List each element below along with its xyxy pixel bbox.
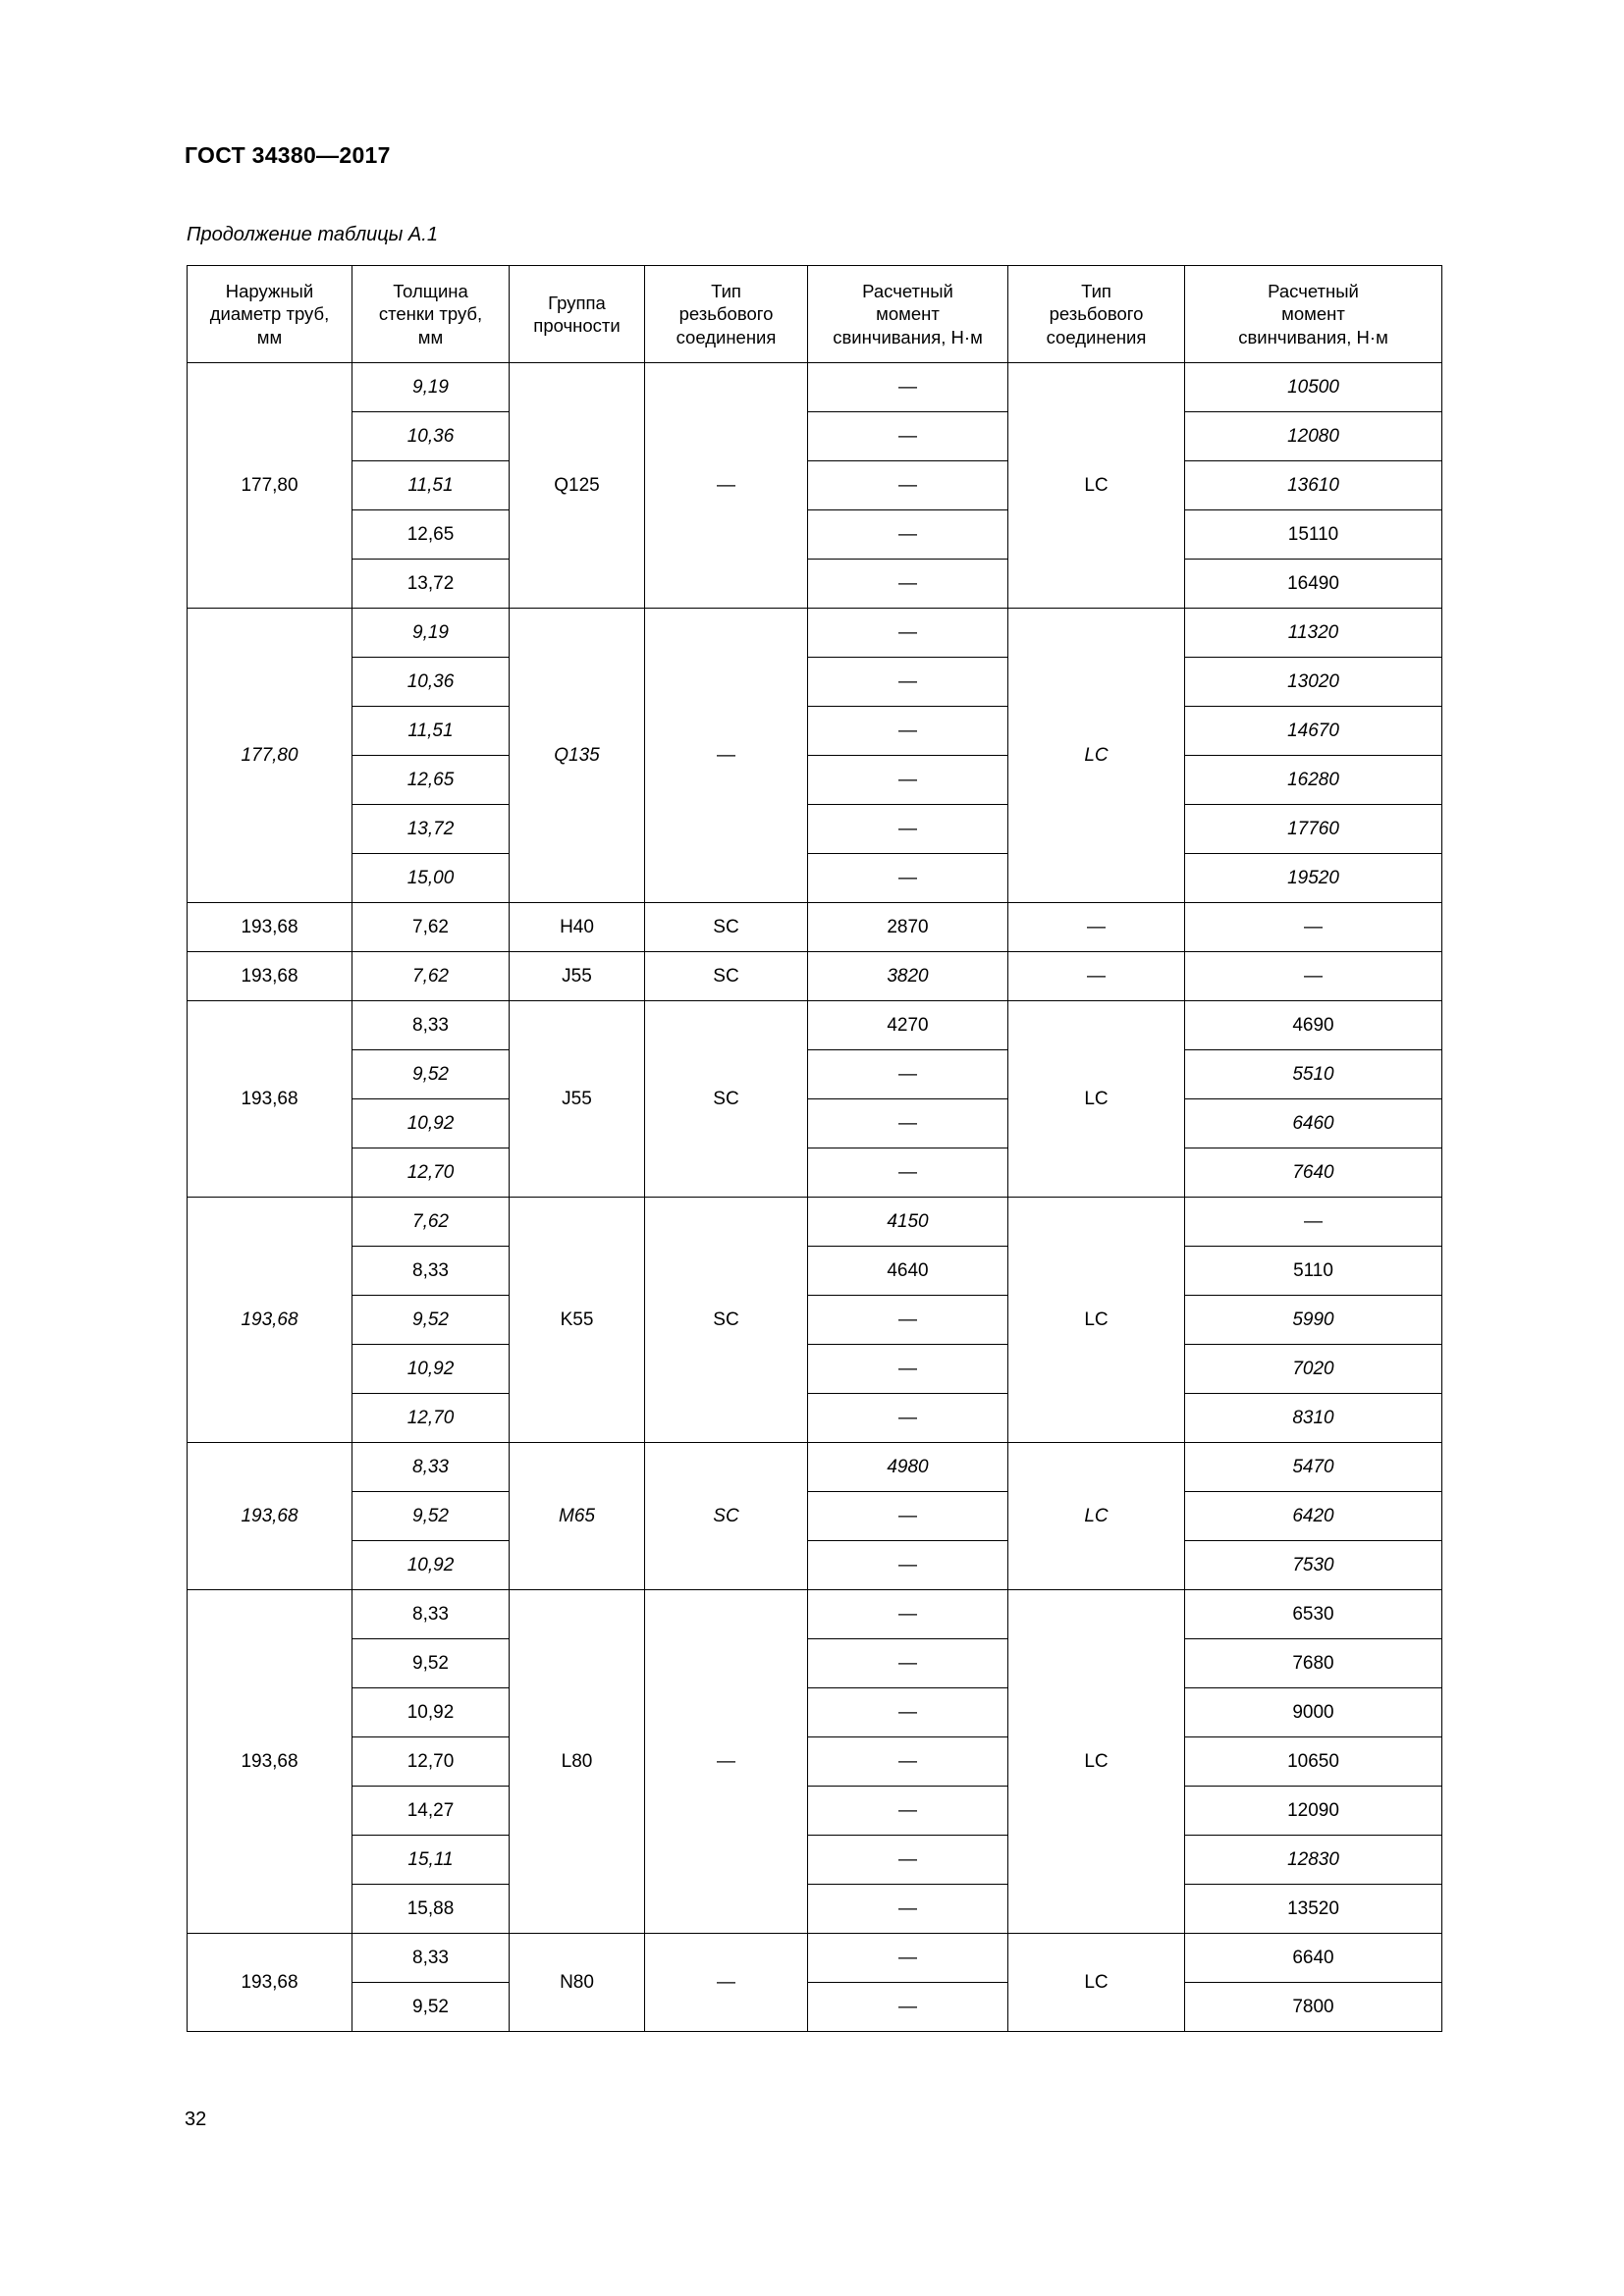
cell-torque-1: 3820 <box>808 952 1008 1001</box>
cell-wall-thickness: 15,00 <box>352 854 510 903</box>
cell-torque-1: — <box>808 1885 1008 1934</box>
table-row <box>188 1836 1442 1885</box>
table-row <box>188 903 1442 952</box>
cell-wall-thickness: 7,62 <box>352 903 510 952</box>
cell-torque-1: — <box>808 854 1008 903</box>
cell-wall-thickness: 9,52 <box>352 1639 510 1688</box>
cell-thread-type-1: SC <box>645 903 808 952</box>
cell-torque-2: 5110 <box>1185 1247 1442 1296</box>
table-row <box>188 1443 1442 1492</box>
table-row <box>188 1492 1442 1541</box>
cell-wall-thickness: 9,52 <box>352 1050 510 1099</box>
table-body <box>188 363 1442 2032</box>
cell-wall-thickness: 12,70 <box>352 1737 510 1787</box>
cell-torque-2: — <box>1185 1198 1442 1247</box>
cell-torque-2: 7530 <box>1185 1541 1442 1590</box>
header-line: Группа <box>548 292 606 313</box>
cell-outer-diameter: 193,68 <box>188 1443 352 1590</box>
header-line: момент <box>876 303 940 325</box>
table-row <box>188 412 1442 461</box>
table-caption: Продолжение таблицы А.1 <box>187 224 438 245</box>
table-container <box>187 265 1441 2032</box>
header-line: момент <box>1281 303 1345 325</box>
cell-strength-group: H40 <box>510 903 645 952</box>
cell-strength-group: Q135 <box>510 609 645 903</box>
cell-torque-2: 10650 <box>1185 1737 1442 1787</box>
cell-torque-1: — <box>808 1934 1008 1983</box>
cell-strength-group: J55 <box>510 952 645 1001</box>
table-row <box>188 854 1442 903</box>
cell-thread-type-2: LC <box>1008 1934 1185 2032</box>
page-number: 32 <box>185 2109 207 2130</box>
cell-wall-thickness: 10,92 <box>352 1099 510 1148</box>
cell-thread-type-2: LC <box>1008 1590 1185 1934</box>
cell-thread-type-2: — <box>1008 903 1185 952</box>
cell-wall-thickness: 10,92 <box>352 1345 510 1394</box>
cell-torque-2: 7800 <box>1185 1983 1442 2032</box>
cell-strength-group: Q125 <box>510 363 645 609</box>
table-row <box>188 1001 1442 1050</box>
table-row <box>188 952 1442 1001</box>
column-header-torque-2 <box>1185 266 1442 363</box>
table-row <box>188 461 1442 510</box>
table-row <box>188 756 1442 805</box>
cell-torque-2: 5470 <box>1185 1443 1442 1492</box>
cell-wall-thickness: 13,72 <box>352 560 510 609</box>
cell-torque-2: 7680 <box>1185 1639 1442 1688</box>
cell-torque-2: 13020 <box>1185 658 1442 707</box>
cell-torque-2: 13610 <box>1185 461 1442 510</box>
table-header-row <box>188 266 1442 363</box>
column-header-thread-type-1 <box>645 266 808 363</box>
column-header-wall-thickness <box>352 266 510 363</box>
table-row <box>188 560 1442 609</box>
cell-wall-thickness: 15,11 <box>352 1836 510 1885</box>
column-header-thread-type-2 <box>1008 266 1185 363</box>
cell-wall-thickness: 12,70 <box>352 1148 510 1198</box>
table-row <box>188 1099 1442 1148</box>
header-line: резьбового <box>1049 303 1144 325</box>
cell-outer-diameter: 193,68 <box>188 1934 352 2032</box>
table-row <box>188 1198 1442 1247</box>
cell-torque-2: 5990 <box>1185 1296 1442 1345</box>
cell-wall-thickness: 8,33 <box>352 1590 510 1639</box>
cell-wall-thickness: 11,51 <box>352 461 510 510</box>
cell-wall-thickness: 11,51 <box>352 707 510 756</box>
cell-torque-1: — <box>808 1787 1008 1836</box>
header-line: свинчивания, Н·м <box>1238 326 1388 347</box>
cell-torque-1: — <box>808 510 1008 560</box>
cell-torque-1: — <box>808 1590 1008 1639</box>
cell-strength-group: M65 <box>510 1443 645 1590</box>
cell-torque-1: 4640 <box>808 1247 1008 1296</box>
cell-thread-type-2: LC <box>1008 609 1185 903</box>
table-row <box>188 1983 1442 2032</box>
cell-wall-thickness: 7,62 <box>352 952 510 1001</box>
cell-torque-1: — <box>808 363 1008 412</box>
cell-thread-type-1: — <box>645 363 808 609</box>
cell-torque-1: — <box>808 560 1008 609</box>
header-line: соединения <box>676 326 777 347</box>
cell-wall-thickness: 12,70 <box>352 1394 510 1443</box>
cell-torque-2: 8310 <box>1185 1394 1442 1443</box>
cell-thread-type-1: SC <box>645 1001 808 1198</box>
cell-torque-1: 4980 <box>808 1443 1008 1492</box>
cell-torque-2: 16280 <box>1185 756 1442 805</box>
cell-torque-1: — <box>808 756 1008 805</box>
cell-torque-2: 6420 <box>1185 1492 1442 1541</box>
table-row <box>188 1148 1442 1198</box>
cell-wall-thickness: 15,88 <box>352 1885 510 1934</box>
cell-thread-type-2: — <box>1008 952 1185 1001</box>
cell-wall-thickness: 13,72 <box>352 805 510 854</box>
table-row <box>188 1296 1442 1345</box>
cell-wall-thickness: 10,36 <box>352 412 510 461</box>
table-head <box>188 266 1442 363</box>
cell-thread-type-1: — <box>645 1590 808 1934</box>
table-row <box>188 1345 1442 1394</box>
cell-torque-1: — <box>808 1541 1008 1590</box>
cell-wall-thickness: 12,65 <box>352 510 510 560</box>
cell-torque-1: — <box>808 805 1008 854</box>
cell-torque-2: 15110 <box>1185 510 1442 560</box>
cell-torque-1: — <box>808 1099 1008 1148</box>
cell-wall-thickness: 10,92 <box>352 1541 510 1590</box>
cell-strength-group: J55 <box>510 1001 645 1198</box>
cell-torque-1: — <box>808 1050 1008 1099</box>
table-row <box>188 1737 1442 1787</box>
table-row <box>188 1247 1442 1296</box>
table-row <box>188 1934 1442 1983</box>
column-header-strength-group <box>510 266 645 363</box>
cell-torque-1: — <box>808 609 1008 658</box>
cell-torque-1: — <box>808 1983 1008 2032</box>
cell-thread-type-2: LC <box>1008 1198 1185 1443</box>
cell-torque-1: — <box>808 658 1008 707</box>
cell-outer-diameter: 193,68 <box>188 1590 352 1934</box>
cell-torque-2: 14670 <box>1185 707 1442 756</box>
specification-table <box>187 265 1442 2032</box>
header-line: Толщина <box>393 281 468 302</box>
cell-torque-2: 13520 <box>1185 1885 1442 1934</box>
cell-torque-2: — <box>1185 903 1442 952</box>
cell-torque-1: — <box>808 1296 1008 1345</box>
cell-torque-1: — <box>808 1492 1008 1541</box>
cell-torque-1: 2870 <box>808 903 1008 952</box>
cell-outer-diameter: 193,68 <box>188 952 352 1001</box>
table-row <box>188 805 1442 854</box>
cell-torque-1: — <box>808 707 1008 756</box>
cell-thread-type-2: LC <box>1008 363 1185 609</box>
header-line: Расчетный <box>862 281 953 302</box>
header-line: Наружный <box>225 281 314 302</box>
cell-wall-thickness: 7,62 <box>352 1198 510 1247</box>
table-row <box>188 1050 1442 1099</box>
cell-torque-2: 19520 <box>1185 854 1442 903</box>
header-line: соединения <box>1046 326 1147 347</box>
cell-wall-thickness: 8,33 <box>352 1443 510 1492</box>
cell-strength-group: N80 <box>510 1934 645 2032</box>
cell-thread-type-1: — <box>645 609 808 903</box>
cell-wall-thickness: 9,52 <box>352 1983 510 2032</box>
table-row <box>188 510 1442 560</box>
header-line: Расчетный <box>1268 281 1359 302</box>
cell-wall-thickness: 9,52 <box>352 1492 510 1541</box>
cell-torque-2: 5510 <box>1185 1050 1442 1099</box>
cell-thread-type-2: LC <box>1008 1001 1185 1198</box>
cell-torque-1: — <box>808 1148 1008 1198</box>
header-line: свинчивания, Н·м <box>833 326 983 347</box>
cell-wall-thickness: 8,33 <box>352 1247 510 1296</box>
cell-torque-1: — <box>808 1639 1008 1688</box>
cell-thread-type-1: SC <box>645 952 808 1001</box>
cell-torque-1: — <box>808 1688 1008 1737</box>
document-standard-number: ГОСТ 34380—2017 <box>185 142 391 168</box>
cell-torque-1: — <box>808 1737 1008 1787</box>
cell-wall-thickness: 9,19 <box>352 609 510 658</box>
table-row <box>188 363 1442 412</box>
cell-outer-diameter: 177,80 <box>188 609 352 903</box>
header-line: стенки труб, <box>378 303 483 325</box>
cell-torque-1: 4270 <box>808 1001 1008 1050</box>
table-row <box>188 1541 1442 1590</box>
cell-thread-type-2: LC <box>1008 1443 1185 1590</box>
table-row <box>188 658 1442 707</box>
cell-torque-1: — <box>808 1394 1008 1443</box>
header-line: Тип <box>711 281 741 302</box>
cell-wall-thickness: 8,33 <box>352 1001 510 1050</box>
cell-wall-thickness: 14,27 <box>352 1787 510 1836</box>
cell-torque-2: 7640 <box>1185 1148 1442 1198</box>
cell-thread-type-1: SC <box>645 1443 808 1590</box>
cell-torque-1: — <box>808 461 1008 510</box>
cell-torque-2: 6640 <box>1185 1934 1442 1983</box>
cell-wall-thickness: 12,65 <box>352 756 510 805</box>
cell-torque-1: — <box>808 1345 1008 1394</box>
cell-wall-thickness: 10,36 <box>352 658 510 707</box>
table-row <box>188 1590 1442 1639</box>
cell-torque-2: 6530 <box>1185 1590 1442 1639</box>
cell-torque-2: 16490 <box>1185 560 1442 609</box>
cell-outer-diameter: 193,68 <box>188 1001 352 1198</box>
cell-torque-2: 6460 <box>1185 1099 1442 1148</box>
cell-wall-thickness: 9,52 <box>352 1296 510 1345</box>
cell-torque-1: — <box>808 412 1008 461</box>
cell-strength-group: L80 <box>510 1590 645 1934</box>
cell-torque-2: 17760 <box>1185 805 1442 854</box>
table-row <box>188 609 1442 658</box>
table-row <box>188 707 1442 756</box>
header-line: резьбового <box>678 303 774 325</box>
cell-thread-type-1: SC <box>645 1198 808 1443</box>
cell-torque-2: 7020 <box>1185 1345 1442 1394</box>
cell-torque-1: 4150 <box>808 1198 1008 1247</box>
cell-torque-2: 10500 <box>1185 363 1442 412</box>
table-row <box>188 1639 1442 1688</box>
column-header-torque-1 <box>808 266 1008 363</box>
header-line: мм <box>256 326 283 347</box>
cell-torque-1: — <box>808 1836 1008 1885</box>
header-line: прочности <box>533 315 621 336</box>
cell-strength-group: K55 <box>510 1198 645 1443</box>
cell-torque-2: 4690 <box>1185 1001 1442 1050</box>
table-row <box>188 1394 1442 1443</box>
cell-outer-diameter: 177,80 <box>188 363 352 609</box>
cell-thread-type-1: — <box>645 1934 808 2032</box>
column-header-outer-diameter <box>188 266 352 363</box>
cell-torque-2: 11320 <box>1185 609 1442 658</box>
table-row <box>188 1688 1442 1737</box>
table-row <box>188 1885 1442 1934</box>
cell-outer-diameter: 193,68 <box>188 903 352 952</box>
cell-wall-thickness: 8,33 <box>352 1934 510 1983</box>
header-line: мм <box>417 326 444 347</box>
cell-torque-2: 12090 <box>1185 1787 1442 1836</box>
cell-torque-2: 12080 <box>1185 412 1442 461</box>
cell-wall-thickness: 10,92 <box>352 1688 510 1737</box>
cell-outer-diameter: 193,68 <box>188 1198 352 1443</box>
header-line: диаметр труб, <box>209 303 330 325</box>
cell-wall-thickness: 9,19 <box>352 363 510 412</box>
cell-torque-2: — <box>1185 952 1442 1001</box>
header-line: Тип <box>1081 281 1111 302</box>
cell-torque-2: 12830 <box>1185 1836 1442 1885</box>
table-row <box>188 1787 1442 1836</box>
cell-torque-2: 9000 <box>1185 1688 1442 1737</box>
